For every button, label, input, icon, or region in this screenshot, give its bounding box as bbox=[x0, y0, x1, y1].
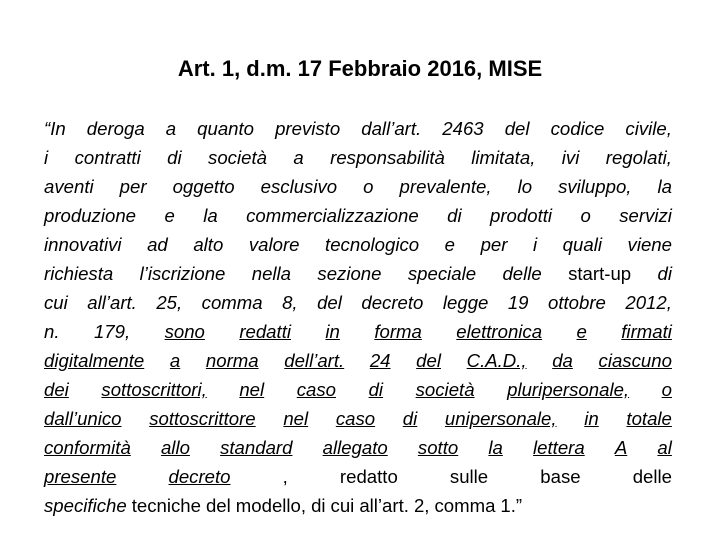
quote-word: allo bbox=[160, 437, 190, 458]
quote-word: in bbox=[584, 408, 599, 429]
quote-word: contratti bbox=[74, 147, 141, 168]
quote-word: da bbox=[552, 350, 573, 371]
quote-word: valore bbox=[248, 234, 300, 255]
quote-line bbox=[44, 317, 672, 346]
quote-word: al bbox=[657, 437, 672, 458]
quote-word: tecnologico bbox=[325, 234, 420, 255]
quote-word: a bbox=[169, 350, 181, 371]
quote-word: 25, bbox=[156, 292, 183, 313]
quote-word: del bbox=[317, 292, 342, 313]
quote-word: 2012, bbox=[625, 292, 672, 313]
quote-word: 179, bbox=[93, 321, 131, 342]
quote-line bbox=[44, 375, 672, 404]
quote-word: delle bbox=[632, 466, 672, 487]
quote-word: i bbox=[44, 147, 49, 168]
quote-word: lettera bbox=[533, 437, 585, 458]
quote-word: elettronica bbox=[456, 321, 543, 342]
quote-word: quali bbox=[562, 234, 602, 255]
quote-word: sono bbox=[164, 321, 205, 342]
quote-word: prevalente, bbox=[399, 176, 492, 197]
quote-word: 24 bbox=[369, 350, 391, 371]
quote-line bbox=[44, 288, 672, 317]
quote-word: regolati, bbox=[605, 147, 672, 168]
quote-word: sottoscrittore bbox=[149, 408, 256, 429]
quote-word: cui bbox=[330, 495, 355, 516]
quote-word: l’iscrizione bbox=[139, 263, 226, 284]
quote-word: del bbox=[504, 118, 530, 139]
quote-word: a bbox=[293, 147, 304, 168]
quote-word: deroga bbox=[86, 118, 145, 139]
quote-line bbox=[44, 491, 672, 520]
quote-word: oggetto bbox=[172, 176, 235, 197]
quote-word: all’art. bbox=[87, 292, 137, 313]
quote-word: nel bbox=[283, 408, 309, 429]
quote-line bbox=[44, 201, 672, 230]
quote-word: nel bbox=[239, 379, 265, 400]
quote-word: di bbox=[447, 205, 462, 226]
quote-word: servizi bbox=[619, 205, 672, 226]
quote-word: totale bbox=[626, 408, 672, 429]
quote-word: richiesta bbox=[44, 263, 114, 284]
quote-word: all’art. bbox=[359, 495, 409, 516]
quote-word: dell’art. bbox=[284, 350, 345, 371]
quote-word: firmati bbox=[621, 321, 672, 342]
quote-word: decreto bbox=[361, 292, 424, 313]
quote-word: unipersonale, bbox=[444, 408, 557, 429]
quote-word: modello, bbox=[235, 495, 307, 516]
quote-word: previsto bbox=[275, 118, 341, 139]
quote-word: pluripersonale, bbox=[507, 379, 630, 400]
quote-word: la bbox=[488, 437, 503, 458]
quote-word: innovativi bbox=[44, 234, 122, 255]
quote-line bbox=[44, 143, 672, 172]
quote-word: i bbox=[532, 234, 538, 255]
quote-word: società bbox=[208, 147, 267, 168]
quote-word: specifiche bbox=[44, 495, 127, 516]
quote-word: 8, bbox=[282, 292, 298, 313]
quote-line bbox=[44, 259, 672, 288]
quote-word: in bbox=[325, 321, 340, 342]
quote-word: sulle bbox=[449, 466, 489, 487]
quote-word: 2, bbox=[413, 495, 430, 516]
quote-word: caso bbox=[296, 379, 337, 400]
quote-word: di bbox=[402, 408, 418, 429]
quote-word: allegato bbox=[322, 437, 388, 458]
quote-word: caso bbox=[335, 408, 376, 429]
quote-word: di bbox=[368, 379, 384, 400]
quote-word: di bbox=[311, 495, 326, 516]
quote-word: sotto bbox=[417, 437, 459, 458]
quote-word: standard bbox=[220, 437, 293, 458]
quote-word: redatti bbox=[239, 321, 291, 342]
slide-title: Art. 1, d.m. 17 Febbraio 2016, MISE bbox=[177, 56, 543, 81]
quote-word: ciascuno bbox=[598, 350, 672, 371]
quote-word: del bbox=[205, 495, 231, 516]
quote-word: limitata, bbox=[471, 147, 536, 168]
quote-word: commercializzazione bbox=[246, 205, 419, 226]
quote-word: tecniche bbox=[131, 495, 201, 516]
quote-word: del bbox=[416, 350, 441, 371]
quote-word: produzione bbox=[44, 205, 137, 226]
quote-word: n. bbox=[44, 321, 60, 342]
quote-word: dall’art. bbox=[361, 118, 422, 139]
quote-word: speciale bbox=[407, 263, 477, 284]
quote-word: a bbox=[165, 118, 177, 139]
quote-word: dei bbox=[44, 379, 69, 400]
quote-word: A bbox=[614, 437, 628, 458]
quote-word: base bbox=[540, 466, 581, 487]
quote-word: per bbox=[480, 234, 508, 255]
quote-word: dall’unico bbox=[44, 408, 122, 429]
quote-word: nella bbox=[251, 263, 292, 284]
quote-line bbox=[44, 230, 672, 259]
quote-word: lo bbox=[517, 176, 533, 197]
quote-word: start-up bbox=[568, 263, 632, 284]
quote-word: norma bbox=[205, 350, 259, 371]
quote-word: e bbox=[164, 205, 175, 226]
quote-word: redatto bbox=[339, 466, 398, 487]
quote-word: alto bbox=[193, 234, 224, 255]
quote-word: e bbox=[576, 321, 587, 342]
quote-word: la bbox=[203, 205, 218, 226]
quote-word: sviluppo, bbox=[558, 176, 632, 197]
quote-word: decreto bbox=[168, 466, 231, 487]
quote-word: di bbox=[167, 147, 182, 168]
quote-word: prodotti bbox=[490, 205, 553, 226]
quote-word: sezione bbox=[317, 263, 382, 284]
quote-word: la bbox=[657, 176, 672, 197]
quote-line bbox=[44, 114, 672, 143]
quote-word: C.A.D., bbox=[466, 350, 527, 371]
quote-word: , bbox=[282, 466, 288, 487]
quote-word: legge bbox=[442, 292, 489, 313]
quote-word: cui bbox=[44, 292, 68, 313]
quote-word: sottoscrittori, bbox=[101, 379, 207, 400]
quote-word: per bbox=[119, 176, 147, 197]
quote-word: 1.” bbox=[500, 495, 523, 516]
quote-line bbox=[44, 462, 672, 491]
quote-word: codice bbox=[550, 118, 605, 139]
quote-word: delle bbox=[502, 263, 542, 284]
quote-line bbox=[44, 346, 672, 375]
quote-word: comma bbox=[434, 495, 496, 516]
quote-word: responsabilità bbox=[330, 147, 445, 168]
quote-word: 19 bbox=[507, 292, 529, 313]
quote-text bbox=[44, 114, 672, 520]
quote-line bbox=[44, 433, 672, 462]
quote-word: o bbox=[363, 176, 374, 197]
quote-word: quanto bbox=[197, 118, 255, 139]
quote-word: e bbox=[444, 234, 456, 255]
quote-word: “In bbox=[44, 118, 66, 139]
quote-line bbox=[44, 172, 672, 201]
quote-word: ivi bbox=[561, 147, 580, 168]
quote-word: ad bbox=[147, 234, 168, 255]
quote-word: civile, bbox=[625, 118, 672, 139]
quote-word: società bbox=[415, 379, 475, 400]
quote-word: o bbox=[580, 205, 591, 226]
quote-word: digitalmente bbox=[44, 350, 145, 371]
quote-word: o bbox=[661, 379, 672, 400]
quote-word: aventi bbox=[44, 176, 94, 197]
quote-word: conformità bbox=[44, 437, 131, 458]
quote-word: comma bbox=[201, 292, 263, 313]
quote-line bbox=[44, 404, 672, 433]
quote-word: esclusivo bbox=[260, 176, 338, 197]
quote-word: viene bbox=[627, 234, 672, 255]
quote-word: ottobre bbox=[548, 292, 606, 313]
quote-word: forma bbox=[374, 321, 422, 342]
quote-word: di bbox=[657, 263, 672, 284]
quote-word: 2463 bbox=[442, 118, 484, 139]
quote-word: presente bbox=[44, 466, 117, 487]
